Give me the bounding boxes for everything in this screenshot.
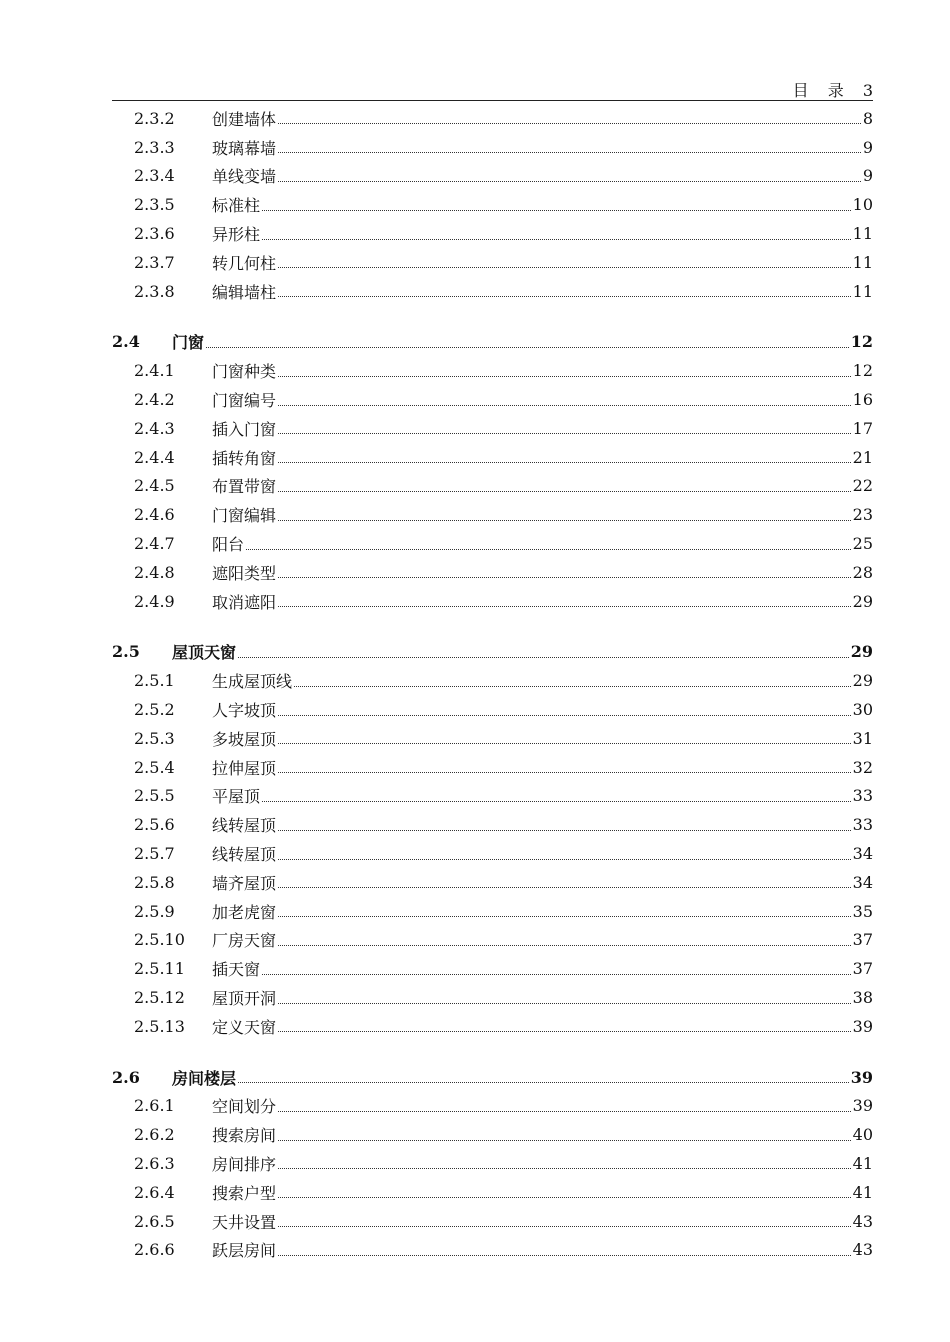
- section-gap: [112, 616, 873, 638]
- toc-entry-page: 30: [852, 700, 873, 720]
- toc-entry-page: 11: [852, 252, 873, 272]
- toc-entry-page: 43: [852, 1240, 873, 1260]
- toc-entry-page: 39: [852, 1096, 873, 1116]
- dot-leader: [246, 548, 851, 550]
- toc-entry[interactable]: [112, 1207, 873, 1236]
- toc-entry-number: 2.3.4: [134, 166, 175, 186]
- dot-leader: [262, 209, 851, 211]
- toc-entry[interactable]: [112, 1120, 873, 1149]
- toc-entry-page: 17: [852, 418, 873, 438]
- toc-entry-number: 2.5.10: [134, 930, 185, 950]
- toc-entry-title: 定义天窗: [212, 1017, 277, 1037]
- toc-entry[interactable]: [112, 133, 873, 162]
- toc-entry-number: 2.4.2: [134, 390, 175, 410]
- toc-entry-page: 39: [852, 1016, 873, 1036]
- toc-entry[interactable]: [112, 277, 873, 306]
- header-page-number: 3: [862, 81, 873, 100]
- toc-entry-number: 2.6.1: [134, 1096, 175, 1116]
- toc-entry-page: 11: [852, 224, 873, 244]
- dot-leader: [278, 858, 851, 860]
- toc-entry-number: 2.4.1: [134, 361, 175, 381]
- toc-entry-page: 33: [852, 815, 873, 835]
- toc-entry[interactable]: [112, 385, 873, 414]
- toc-entry-number: 2.5.11: [134, 959, 185, 979]
- toc-entry[interactable]: [112, 1178, 873, 1207]
- dot-leader: [278, 1139, 851, 1141]
- toc-entry-page: 31: [852, 728, 873, 748]
- dot-leader: [262, 800, 851, 802]
- toc-entry-number: 2.4.6: [134, 505, 175, 525]
- dot-leader: [278, 266, 851, 268]
- toc-entry[interactable]: [112, 1012, 873, 1041]
- toc-entry[interactable]: [112, 1092, 873, 1121]
- dot-leader: [278, 1167, 851, 1169]
- toc-entry-title: 拉伸屋顶: [212, 758, 277, 778]
- toc-entry-number: 2.4.5: [134, 476, 175, 496]
- toc-entry-title: 门窗编号: [212, 391, 277, 411]
- toc-entry-number: 2.5.3: [134, 728, 175, 748]
- dot-leader: [278, 714, 851, 716]
- toc-entry-page: 35: [852, 901, 873, 921]
- toc-entry-page: 34: [852, 844, 873, 864]
- dot-leader: [278, 1030, 851, 1032]
- toc-entry[interactable]: [112, 695, 873, 724]
- toc-entry[interactable]: [112, 954, 873, 983]
- dot-leader: [278, 432, 851, 434]
- toc-entry-page: 16: [852, 390, 873, 410]
- dot-leader: [278, 519, 851, 521]
- toc-entry-page: 11: [852, 281, 873, 301]
- toc-entry-page: 29: [852, 671, 873, 691]
- toc-entry-number: 2.5.8: [134, 872, 175, 892]
- toc-entry-title: 转几何柱: [212, 253, 277, 273]
- toc-entry-number: 2.5.1: [134, 671, 175, 691]
- toc-entry-page: 37: [852, 959, 873, 979]
- dot-leader: [278, 829, 851, 831]
- toc-entry-title: 门窗编辑: [212, 506, 277, 526]
- toc-entry-number: 2.6.5: [134, 1211, 175, 1231]
- toc-entry-title: 平屋顶: [212, 787, 261, 807]
- dot-leader: [262, 238, 851, 240]
- toc-entry[interactable]: [112, 926, 873, 955]
- toc-entry[interactable]: [112, 162, 873, 191]
- toc-entry[interactable]: [112, 839, 873, 868]
- toc-entry-title: 天井设置: [212, 1212, 277, 1232]
- toc-entry[interactable]: [112, 724, 873, 753]
- toc-entry[interactable]: [112, 753, 873, 782]
- header-char-1: 目: [792, 81, 809, 100]
- toc-entry-title: 房间楼层: [172, 1068, 237, 1088]
- toc-entry-number: 2.5: [112, 642, 140, 662]
- dot-leader: [278, 1002, 851, 1004]
- dot-leader: [278, 742, 851, 744]
- dot-leader: [278, 771, 851, 773]
- section-gap: [112, 1041, 873, 1063]
- toc-entry[interactable]: [112, 219, 873, 248]
- toc-entry[interactable]: [112, 500, 873, 529]
- toc-entry[interactable]: [112, 472, 873, 501]
- toc-entry-number: 2.6.3: [134, 1153, 175, 1173]
- toc-entry-title: 插天窗: [212, 960, 261, 980]
- header-char-2: 录: [827, 81, 844, 100]
- toc-entry[interactable]: [112, 868, 873, 897]
- toc-entry-number: 2.3.7: [134, 252, 175, 272]
- dot-leader: [238, 656, 849, 658]
- toc-entry[interactable]: [112, 414, 873, 443]
- toc-entry-page: 43: [852, 1211, 873, 1231]
- toc-entry-title: 插转角窗: [212, 448, 277, 468]
- toc-entry-title: 生成屋顶线: [212, 672, 293, 692]
- toc-entry[interactable]: [112, 1235, 873, 1264]
- toc-section-entry[interactable]: [112, 328, 873, 357]
- dot-leader: [278, 605, 851, 607]
- toc-entry-number: 2.3.2: [134, 108, 175, 128]
- header-label: [779, 78, 873, 101]
- toc-entry-title: 跃层房间: [212, 1241, 277, 1261]
- toc-entry-number: 2.5.6: [134, 815, 175, 835]
- toc-entry-page: 33: [852, 786, 873, 806]
- dot-leader: [278, 180, 861, 182]
- toc-entry-number: 2.5.2: [134, 700, 175, 720]
- section-gap: [112, 306, 873, 328]
- toc-entry-number: 2.5.4: [134, 757, 175, 777]
- toc-entry-page: 40: [852, 1125, 873, 1145]
- toc-entry-number: 2.4.3: [134, 418, 175, 438]
- toc-entry-title: 遮阳类型: [212, 563, 277, 583]
- toc-entry-title: 空间划分: [212, 1097, 277, 1117]
- toc-entry[interactable]: [112, 190, 873, 219]
- toc-entry-page: 22: [852, 476, 873, 496]
- page-header: [112, 78, 873, 101]
- dot-leader: [278, 1110, 851, 1112]
- toc-entry-page: 21: [852, 447, 873, 467]
- toc-entry-page: 28: [852, 562, 873, 582]
- toc-entry-number: 2.5.9: [134, 901, 175, 921]
- toc-entry-title: 异形柱: [212, 225, 261, 245]
- toc-entry-title: 门窗: [172, 333, 205, 353]
- toc-entry-number: 2.6.6: [134, 1240, 175, 1260]
- toc-entry-number: 2.3.8: [134, 281, 175, 301]
- dot-leader: [262, 973, 851, 975]
- dot-leader: [206, 346, 849, 348]
- toc-entry-page: 9: [862, 137, 873, 157]
- toc-entry-title: 创建墙体: [212, 109, 277, 129]
- dot-leader: [278, 490, 851, 492]
- toc-entry-page: 9: [862, 166, 873, 186]
- dot-leader: [294, 685, 851, 687]
- toc-entry-page: 32: [852, 757, 873, 777]
- dot-leader: [238, 1081, 849, 1083]
- toc-entry-page: 29: [850, 642, 873, 662]
- dot-leader: [278, 1225, 851, 1227]
- toc-entry-number: 2.4.4: [134, 447, 175, 467]
- toc-entry-title: 多坡屋顶: [212, 729, 277, 749]
- toc-entry[interactable]: [112, 810, 873, 839]
- dot-leader: [278, 1196, 851, 1198]
- dot-leader: [278, 576, 851, 578]
- toc-section-entry[interactable]: [112, 1063, 873, 1092]
- toc-entry-number: 2.4.8: [134, 562, 175, 582]
- toc-entry-number: 2.4.7: [134, 534, 175, 554]
- toc-entry-title: 插入门窗: [212, 419, 277, 439]
- dot-leader: [278, 151, 861, 153]
- toc-entry-title: 屋顶天窗: [172, 643, 237, 663]
- toc-entry-page: 37: [852, 930, 873, 950]
- toc-entry-title: 单线变墙: [212, 167, 277, 187]
- toc-entry[interactable]: [112, 529, 873, 558]
- toc-entry-number: 2.5.5: [134, 786, 175, 806]
- toc-entry-number: 2.5.13: [134, 1016, 185, 1036]
- toc-entry-title: 布置带窗: [212, 477, 277, 497]
- toc-section-entry[interactable]: [112, 638, 873, 667]
- toc-entry-title: 墙齐屋顶: [212, 873, 277, 893]
- toc-entry[interactable]: [112, 443, 873, 472]
- dot-leader: [278, 944, 851, 946]
- toc-entry-title: 标准柱: [212, 196, 261, 216]
- toc-entry-title: 房间排序: [212, 1154, 277, 1174]
- toc-entry-page: 29: [852, 591, 873, 611]
- dot-leader: [278, 886, 851, 888]
- toc-entry-number: 2.5.12: [134, 988, 185, 1007]
- toc-entry-title: 编辑墙柱: [212, 282, 277, 302]
- toc-entry[interactable]: [112, 356, 873, 385]
- toc-entry[interactable]: [112, 587, 873, 616]
- table-of-contents: [112, 104, 873, 1264]
- toc-entry-page: 41: [852, 1153, 873, 1173]
- toc-entry-title: 玻璃幕墙: [212, 138, 277, 158]
- toc-entry-title: 阳台: [212, 535, 245, 555]
- toc-entry-title: 厂房天窗: [212, 931, 277, 951]
- toc-entry-page: 12: [852, 361, 873, 381]
- toc-entry-number: 2.3.3: [134, 137, 175, 157]
- toc-entry-title: 线转屋顶: [212, 816, 277, 836]
- dot-leader: [278, 404, 851, 406]
- toc-entry[interactable]: [112, 558, 873, 587]
- dot-leader: [278, 915, 851, 917]
- toc-entry[interactable]: [112, 897, 873, 926]
- toc-entry[interactable]: [112, 104, 873, 133]
- toc-entry-number: 2.6.4: [134, 1182, 175, 1202]
- toc-entry-number: 2.5.7: [134, 844, 175, 864]
- toc-entry-page: 34: [852, 872, 873, 892]
- toc-entry-title: 取消遮阳: [212, 592, 277, 612]
- toc-entry-number: 2.3.5: [134, 195, 175, 215]
- toc-entry-title: 搜索房间: [212, 1126, 277, 1146]
- dot-leader: [278, 1254, 851, 1256]
- toc-entry-page: 25: [852, 534, 873, 554]
- toc-entry-page: 41: [852, 1182, 873, 1202]
- toc-entry[interactable]: [112, 666, 873, 695]
- toc-entry-page: 8: [862, 108, 873, 128]
- toc-entry-page: 10: [852, 195, 873, 215]
- toc-entry-page: 39: [850, 1067, 873, 1087]
- toc-entry-title: 线转屋顶: [212, 845, 277, 865]
- toc-entry-number: 2.4.9: [134, 591, 175, 611]
- toc-entry-title: 搜索户型: [212, 1183, 277, 1203]
- dot-leader: [278, 122, 861, 124]
- toc-entry-number: 2.6.2: [134, 1125, 175, 1145]
- dot-leader: [278, 375, 851, 377]
- toc-entry-title: 门窗种类: [212, 362, 277, 382]
- toc-entry[interactable]: [112, 1149, 873, 1178]
- toc-entry-title: 人字坡顶: [212, 701, 277, 721]
- toc-entry-page: 23: [852, 505, 873, 525]
- toc-entry-page: 12: [850, 332, 873, 352]
- toc-entry[interactable]: [112, 248, 873, 277]
- dot-leader: [278, 295, 851, 297]
- toc-entry-number: 2.4: [112, 332, 140, 352]
- toc-entry[interactable]: [112, 983, 873, 1012]
- dot-leader: [278, 461, 851, 463]
- toc-entry-page: 38: [852, 988, 873, 1007]
- toc-entry-number: 2.3.6: [134, 224, 175, 244]
- toc-entry[interactable]: [112, 782, 873, 811]
- toc-entry-number: 2.6: [112, 1067, 140, 1087]
- toc-entry-title: 屋顶开洞: [212, 989, 277, 1008]
- toc-entry-title: 加老虎窗: [212, 902, 277, 922]
